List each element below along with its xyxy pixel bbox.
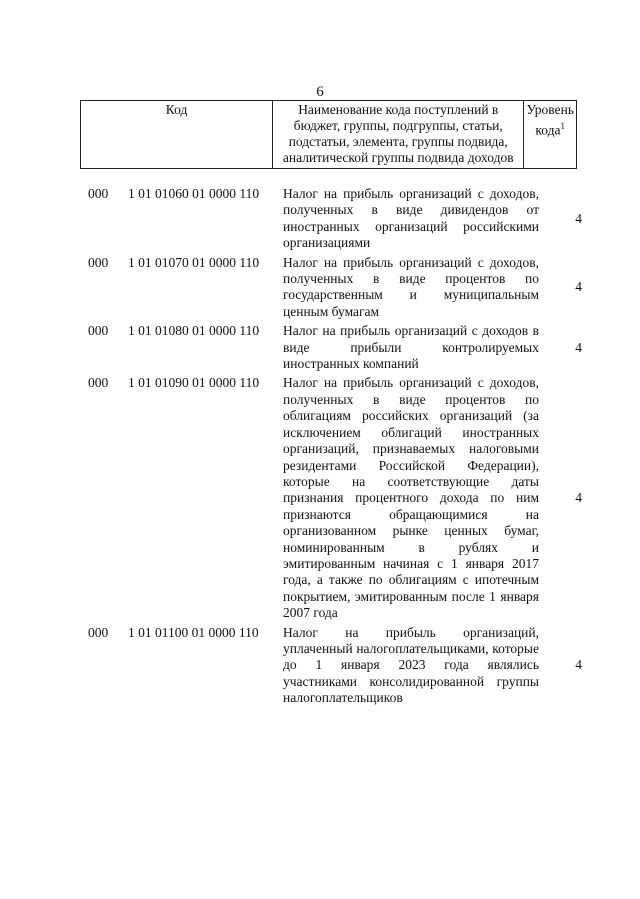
code-level <box>539 375 584 621</box>
revenue-name: Налог на прибыль организаций с доходов, полученных в виде процентов по государственным и муниципальным ценным бумагам <box>283 254 539 319</box>
revenue-code-list <box>88 186 584 707</box>
code-level <box>539 186 584 252</box>
footnote-marker: 1 <box>560 121 566 131</box>
code-level <box>539 625 584 707</box>
code-level-value: 4 <box>575 210 582 226</box>
code-level <box>539 255 584 321</box>
header-code-label: Код <box>165 102 188 117</box>
table-row <box>88 255 584 321</box>
admin-code: 000 <box>88 323 109 339</box>
page-number: 6 <box>316 84 324 100</box>
header-level-label: Уровень кода <box>526 102 574 138</box>
revenue-code: 1 01 01070 01 0000 110 <box>128 254 260 270</box>
table-row <box>88 323 584 372</box>
revenue-code: 1 01 01100 01 0000 110 <box>128 624 259 640</box>
header-name-cell <box>273 101 524 169</box>
code-level <box>539 323 584 372</box>
revenue-name: Налог на прибыль организаций с доходов, полученных в виде дивидендов от иностранных организаций российскими организациями <box>283 186 539 251</box>
code-level-value: 4 <box>575 490 582 506</box>
revenue-name: Налог на прибыль организаций с доходов, полученных в виде процентов по облигациям российских организаций (за исключением облигаций иностранных организаций, признаваемых налоговыми резидентами Российской Федерации), которые на соответствующие даты признания процентного дохода по ним признаются обращающимися на организованном рынке ценных бумаг, номинированным в рублях и эмитированным начиная с 1 января 2017 года, а также по облигациям с ипотечным покрытием, эмитированным после 1 января 2007 года <box>283 375 539 621</box>
table-row <box>88 625 584 707</box>
header-level-cell <box>524 101 577 169</box>
table-header <box>80 100 577 169</box>
header-code-cell <box>81 101 273 169</box>
admin-code: 000 <box>88 254 109 270</box>
admin-code: 000 <box>88 624 109 640</box>
header-name-label: Наименование кода поступлений в бюджет, группы, подгруппы, статьи, подстатьи, элемента, группы подвида, аналитической группы подвида доходов <box>282 102 514 165</box>
revenue-code: 1 01 01090 01 0000 110 <box>128 375 260 391</box>
code-level-value: 4 <box>575 279 582 295</box>
revenue-code: 1 01 01060 01 0000 110 <box>128 186 260 201</box>
table-row <box>88 375 584 621</box>
table-row <box>88 186 584 252</box>
admin-code: 000 <box>88 186 109 201</box>
revenue-code: 1 01 01080 01 0000 110 <box>128 323 260 339</box>
revenue-name: Налог на прибыль организаций, уплаченный налогоплательщиками, которые до 1 января 2023 года являлись участниками консолидированной группы налогоплательщиков <box>283 624 539 706</box>
code-level-value: 4 <box>575 339 582 355</box>
admin-code: 000 <box>88 375 109 391</box>
revenue-name: Налог на прибыль организаций с доходов в виде прибыли контролируемых иностранных компаний <box>283 323 539 372</box>
code-level-value: 4 <box>575 657 582 673</box>
